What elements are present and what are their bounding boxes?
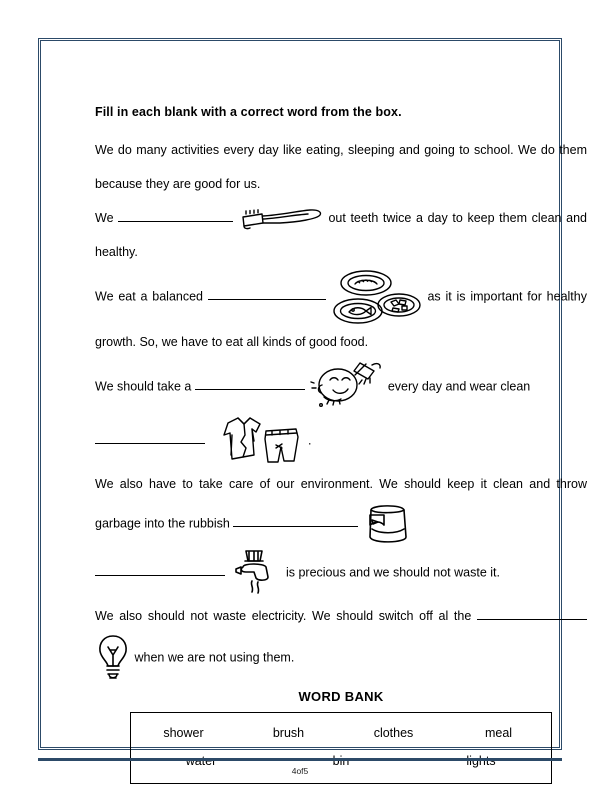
page-border-frame [38,38,587,768]
word-bank-word[interactable]: bin [332,754,350,768]
sentence-text-after: . [307,433,312,448]
sentence-brush-teeth [95,201,587,269]
word-bank-row [131,719,551,747]
sentence-text-after: out teeth twice a day to keep them clean and healthy. [95,211,587,259]
sentence-text-after: every day and wear clean [387,379,531,394]
sentence-text-before: We eat a balanced [95,289,204,304]
intro-paragraph: We do many activities every day like eating, sleeping and going to school. We do them because they are good for us. [95,143,587,191]
sentence-balanced-meal [95,269,587,359]
toothbrush-icon [238,206,324,232]
tap-icon [228,547,282,599]
meal-plates-icon [331,269,423,325]
clothes-icon [208,415,304,467]
footer-divider [38,758,562,761]
answer-blank-meal[interactable] [208,287,326,300]
word-bank-word[interactable]: lights [466,754,496,768]
word-bank-word[interactable]: clothes [373,726,414,740]
worksheet-content [89,93,593,783]
sentence-text-before: We also have to take care of our environment. We should keep it clean and throw garbage into the rubbish [95,477,587,531]
answer-blank-bin[interactable] [233,514,358,527]
sentence-text-after: when we are not using them. [134,650,295,665]
sentence-text-after: is precious and we should not waste it. [285,565,500,580]
word-bank-word[interactable]: brush [272,726,305,740]
light-bulb-icon [95,633,131,683]
word-bank-word[interactable]: meal [484,726,513,740]
word-bank-word[interactable]: shower [163,726,204,740]
sentence-water-precious [95,547,587,599]
answer-blank-clothes[interactable] [95,431,205,444]
shower-icon [308,359,384,415]
sentence-text-before: We also should not waste electricity. We should switch off al the [95,609,472,623]
answer-blank-shower[interactable] [195,377,305,390]
sentence-switch-off-lights [95,599,587,683]
word-bank-word[interactable]: water [185,754,217,768]
answer-blank-lights[interactable] [477,607,587,620]
sentence-rubbish-bin [95,467,587,547]
sentence-text-before: We [95,211,114,225]
answer-blank-water[interactable] [95,563,225,576]
rubbish-bin-icon [362,501,414,547]
page-number: 4of5 [291,766,309,776]
sentence-text-before: We should take a [95,379,192,394]
sentence-text-after: as it is important for healthy growth. So, we have to eat all kinds of good food. [95,289,587,349]
answer-blank-brush[interactable] [118,209,233,222]
page-title: Fill in each blank with a correct word from the box. [95,105,402,119]
sentence-clean-clothes [95,415,587,467]
word-bank-title: WORD BANK [298,689,384,704]
sentence-take-shower [95,359,587,415]
